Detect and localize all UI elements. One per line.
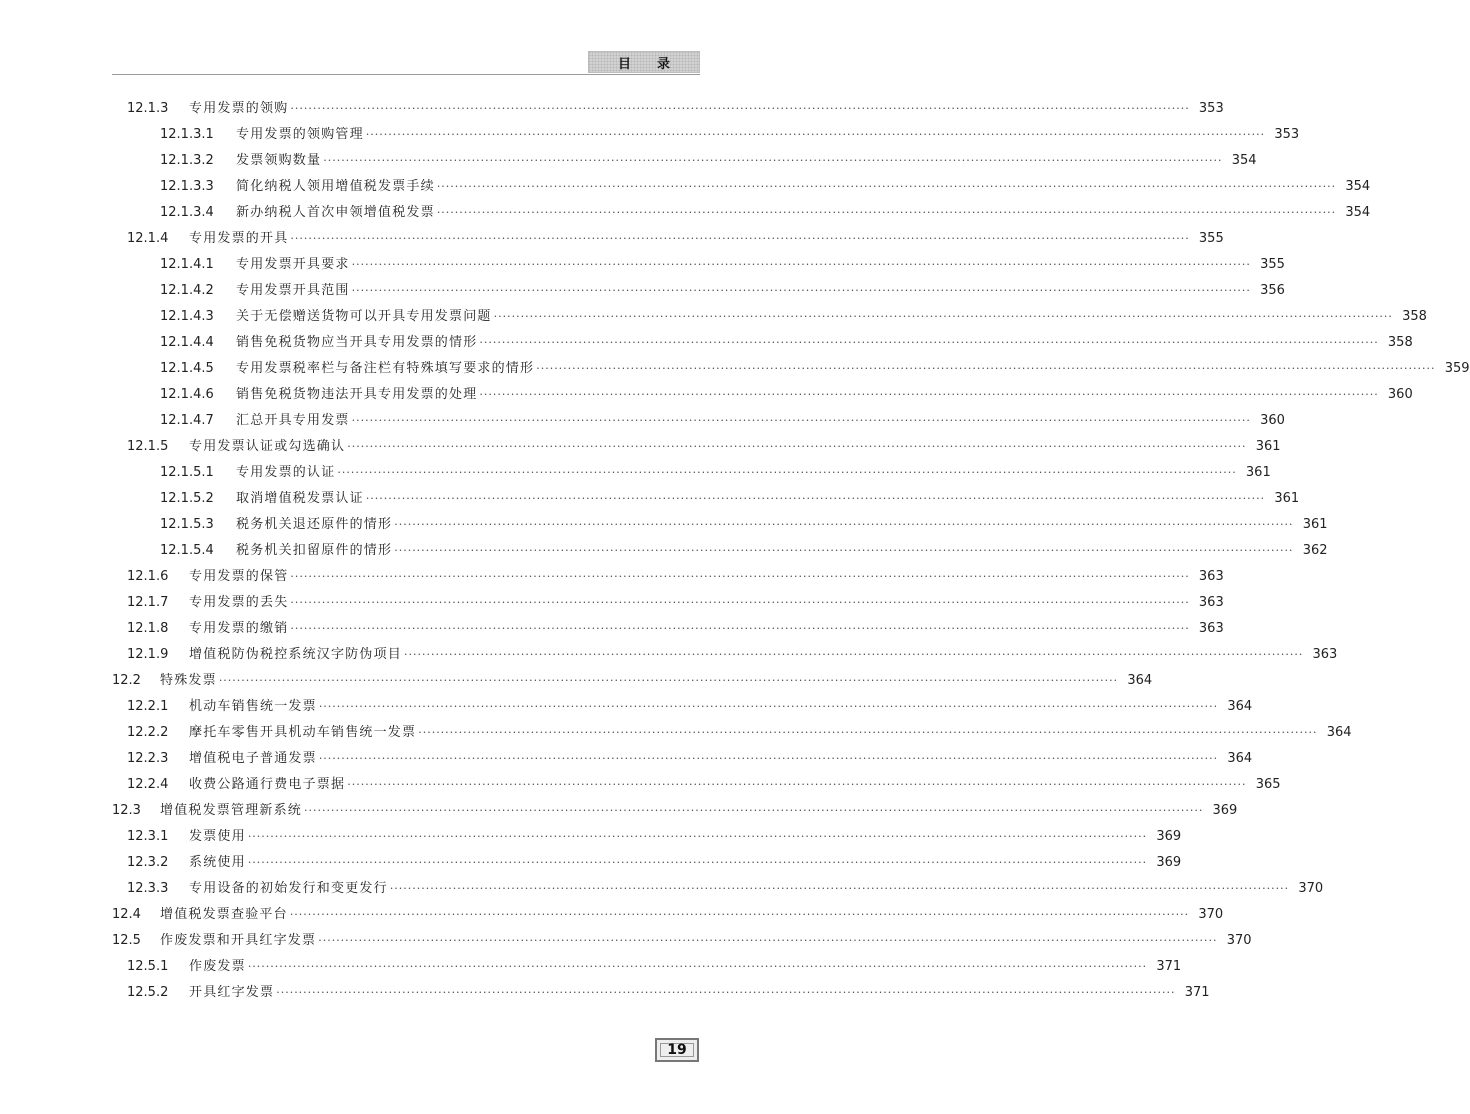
section-header-tab [588, 51, 700, 73]
page-number-badge [655, 1038, 699, 1062]
toc-entry-title: 专用发票税率栏与备注栏有特殊填写要求的情形 [236, 361, 535, 376]
toc-entry-number: 12.1.5 [127, 439, 169, 454]
toc-entry-number: 12.5.1 [127, 959, 169, 974]
toc-entry-title: 摩托车零售开具机动车销售统一发票 [189, 725, 417, 740]
toc-leader-dots: ········································································································································································································ [436, 206, 1337, 219]
toc-leader-dots: ········································································································································································································ [351, 284, 1251, 297]
toc-leader-dots: ········································································································································································································ [318, 934, 1218, 947]
toc-entry-page: 361 [1274, 491, 1300, 506]
toc-entry-title: 专用发票开具要求 [236, 257, 350, 272]
toc-entry-page: 364 [1227, 699, 1253, 714]
toc-leader-dots: ········································································································································································································ [318, 700, 1219, 713]
toc-entry-page: 361 [1302, 517, 1328, 532]
toc-leader-dots: ········································································································································································································ [394, 518, 1294, 531]
toc-entry-title: 专用设备的初始发行和变更发行 [189, 881, 388, 896]
toc-entry-title: 专用发票的缴销 [189, 621, 289, 636]
toc-entry-number: 12.3.3 [127, 881, 169, 896]
toc-entry[interactable] [0, 356, 1470, 382]
toc-entry-page: 359 [1444, 361, 1470, 376]
toc-entry-page: 369 [1156, 855, 1182, 870]
toc-entry-title: 专用发票开具范围 [236, 283, 350, 298]
toc-leader-dots: ········································································································································································································ [365, 128, 1266, 141]
toc-entry-page: 355 [1198, 231, 1224, 246]
toc-entry[interactable] [0, 668, 1153, 694]
toc-leader-dots: ········································································································································································································ [389, 882, 1290, 895]
toc-entry-number: 12.4 [112, 907, 141, 922]
toc-entry-number: 12.5 [112, 933, 141, 948]
toc-entry-page: 361 [1245, 465, 1271, 480]
toc-entry-page: 365 [1255, 777, 1281, 792]
toc-leader-dots: ········································································································································································································ [479, 388, 1379, 401]
toc-entry-title: 增值税电子普通发票 [189, 751, 317, 766]
toc-entry-number: 12.1.4.6 [160, 387, 214, 402]
toc-entry-number: 12.1.5.2 [160, 491, 214, 506]
toc-entry[interactable] [0, 954, 1182, 980]
toc-entry[interactable] [0, 720, 1352, 746]
toc-entry-page: 362 [1302, 543, 1328, 558]
toc-entry[interactable] [0, 980, 1210, 1006]
toc-entry-title: 汇总开具专用发票 [236, 413, 350, 428]
toc-entry-number: 12.3 [112, 803, 141, 818]
toc-entry[interactable] [0, 174, 1371, 200]
toc-entry-page: 354 [1345, 179, 1371, 194]
toc-entry-number: 12.1.6 [127, 569, 169, 584]
table-of-contents [0, 96, 1470, 1006]
toc-entry-title: 销售免税货物违法开具专用发票的处理 [236, 387, 478, 402]
toc-leader-dots: ········································································································································································································ [289, 908, 1190, 921]
toc-leader-dots: ········································································································································································································ [247, 856, 1148, 869]
toc-entry[interactable] [0, 928, 1252, 954]
toc-leader-dots: ········································································································································································································ [536, 362, 1436, 375]
toc-entry-title: 收费公路通行费电子票据 [189, 777, 346, 792]
toc-entry-page: 371 [1156, 959, 1182, 974]
toc-leader-dots: ········································································································································································································ [290, 102, 1190, 115]
toc-entry-page: 363 [1198, 621, 1224, 636]
toc-entry-title: 增值税防伪税控系统汉字防伪项目 [189, 647, 403, 662]
toc-leader-dots: ········································································································································································································ [436, 180, 1337, 193]
toc-entry-number: 12.1.3 [127, 101, 169, 116]
toc-entry-title: 作废发票 [189, 959, 246, 974]
toc-entry-page: 354 [1231, 153, 1257, 168]
toc-entry[interactable] [0, 226, 1224, 252]
toc-entry-page: 353 [1274, 127, 1300, 142]
toc-entry[interactable] [0, 642, 1338, 668]
toc-entry-page: 370 [1226, 933, 1252, 948]
toc-entry[interactable] [0, 590, 1224, 616]
toc-entry[interactable] [0, 746, 1253, 772]
toc-entry-title: 作废发票和开具红字发票 [160, 933, 317, 948]
toc-entry-number: 12.1.4.5 [160, 361, 214, 376]
toc-entry[interactable] [0, 408, 1285, 434]
header-divider [112, 74, 700, 75]
toc-leader-dots: ········································································································································································································ [365, 492, 1266, 505]
toc-entry-number: 12.2.2 [127, 725, 169, 740]
toc-entry[interactable] [0, 850, 1182, 876]
toc-entry-title: 专用发票的保管 [189, 569, 289, 584]
toc-entry-title: 增值税发票查验平台 [160, 907, 288, 922]
toc-leader-dots: ········································································································································································································ [304, 804, 1204, 817]
toc-leader-dots: ········································································································································································································ [290, 622, 1190, 635]
toc-leader-dots: ········································································································································································································ [218, 674, 1119, 687]
toc-entry-page: 360 [1387, 387, 1413, 402]
toc-entry-page: 356 [1260, 283, 1285, 298]
toc-entry[interactable] [0, 616, 1224, 642]
toc-entry[interactable] [0, 798, 1238, 824]
section-title: 目录 [617, 56, 696, 72]
toc-entry-page: 364 [1127, 673, 1153, 688]
toc-entry-number: 12.2.1 [127, 699, 169, 714]
toc-entry-page: 363 [1312, 647, 1338, 662]
page-number: 19 [667, 1042, 687, 1058]
toc-leader-dots: ········································································································································································································ [479, 336, 1379, 349]
toc-entry[interactable] [0, 304, 1427, 330]
toc-leader-dots: ········································································································································································································ [247, 830, 1148, 843]
toc-entry-page: 371 [1184, 985, 1210, 1000]
toc-entry-page: 370 [1198, 907, 1224, 922]
toc-entry-title: 特殊发票 [160, 673, 217, 688]
toc-entry-page: 361 [1255, 439, 1281, 454]
toc-entry-number: 12.1.7 [127, 595, 169, 610]
toc-entry-number: 12.3.2 [127, 855, 169, 870]
toc-entry[interactable] [0, 694, 1253, 720]
toc-entry-number: 12.1.5.3 [160, 517, 214, 532]
toc-entry[interactable] [0, 824, 1182, 850]
toc-leader-dots: ········································································································································································································ [493, 310, 1393, 323]
toc-entry[interactable] [0, 330, 1413, 356]
toc-entry-title: 取消增值税发票认证 [236, 491, 364, 506]
toc-entry-page: 363 [1198, 595, 1224, 610]
toc-entry-title: 发票领购数量 [236, 153, 322, 168]
toc-entry-title: 专用发票的领购 [189, 101, 289, 116]
toc-entry-title: 关于无偿赠送货物可以开具专用发票问题 [236, 309, 492, 324]
toc-entry-title: 专用发票的开具 [189, 231, 289, 246]
toc-leader-dots: ········································································································································································································ [276, 986, 1176, 999]
toc-entry-title: 专用发票的丢失 [189, 595, 289, 610]
toc-leader-dots: ········································································································································································································ [394, 544, 1294, 557]
toc-entry[interactable] [0, 252, 1285, 278]
toc-entry-page: 358 [1387, 335, 1413, 350]
toc-leader-dots: ········································································································································································································ [323, 154, 1223, 167]
toc-entry[interactable] [0, 278, 1285, 304]
toc-entry-page: 369 [1212, 803, 1238, 818]
toc-entry-number: 12.1.5.4 [160, 543, 214, 558]
toc-entry-number: 12.1.8 [127, 621, 169, 636]
toc-entry-number: 12.1.9 [127, 647, 169, 662]
toc-entry-number: 12.1.3.4 [160, 205, 214, 220]
toc-entry-title: 增值税发票管理新系统 [160, 803, 303, 818]
toc-leader-dots: ········································································································································································································ [347, 440, 1247, 453]
toc-leader-dots: ········································································································································································································ [290, 570, 1190, 583]
toc-leader-dots: ········································································································································································································ [351, 258, 1251, 271]
toc-entry-title: 税务机关扣留原件的情形 [236, 543, 393, 558]
toc-entry-page: 355 [1260, 257, 1285, 272]
toc-entry-number: 12.1.4.4 [160, 335, 214, 350]
toc-entry-page: 363 [1198, 569, 1224, 584]
toc-leader-dots: ········································································································································································································ [418, 726, 1318, 739]
toc-entry[interactable] [0, 434, 1281, 460]
toc-entry-page: 364 [1227, 751, 1253, 766]
toc-entry-number: 12.2 [112, 673, 141, 688]
toc-entry[interactable] [0, 876, 1324, 902]
toc-entry[interactable] [0, 148, 1257, 174]
toc-leader-dots: ········································································································································································································ [318, 752, 1219, 765]
toc-entry[interactable] [0, 122, 1300, 148]
toc-entry[interactable] [0, 538, 1328, 564]
toc-entry-page: 358 [1402, 309, 1427, 324]
toc-entry-number: 12.1.5.1 [160, 465, 214, 480]
toc-entry-title: 专用发票认证或勾选确认 [189, 439, 346, 454]
toc-entry-number: 12.2.3 [127, 751, 169, 766]
toc-entry-title: 销售免税货物应当开具专用发票的情形 [236, 335, 478, 350]
toc-entry-title: 简化纳税人领用增值税发票手续 [236, 179, 435, 194]
toc-entry[interactable] [0, 512, 1328, 538]
toc-leader-dots: ········································································································································································································ [290, 596, 1190, 609]
toc-entry-number: 12.1.3.2 [160, 153, 214, 168]
toc-entry-page: 364 [1326, 725, 1352, 740]
toc-entry[interactable] [0, 486, 1300, 512]
toc-entry-number: 12.1.4.1 [160, 257, 214, 272]
toc-entry-number: 12.5.2 [127, 985, 169, 1000]
toc-entry-title: 机动车销售统一发票 [189, 699, 317, 714]
toc-entry-number: 12.1.4.3 [160, 309, 214, 324]
toc-leader-dots: ········································································································································································································ [351, 414, 1251, 427]
toc-entry-title: 系统使用 [189, 855, 246, 870]
toc-leader-dots: ········································································································································································································ [337, 466, 1237, 479]
toc-entry-number: 12.1.4.7 [160, 413, 214, 428]
toc-entry[interactable] [0, 382, 1413, 408]
toc-entry-title: 税务机关退还原件的情形 [236, 517, 393, 532]
toc-entry-number: 12.3.1 [127, 829, 169, 844]
toc-entry-number: 12.1.3.3 [160, 179, 214, 194]
toc-entry[interactable] [0, 772, 1281, 798]
toc-entry-title: 专用发票的认证 [236, 465, 336, 480]
toc-entry-title: 专用发票的领购管理 [236, 127, 364, 142]
toc-entry-page: 354 [1345, 205, 1371, 220]
toc-entry-number: 12.1.4 [127, 231, 169, 246]
toc-leader-dots: ········································································································································································································ [347, 778, 1247, 791]
toc-entry-number: 12.1.3.1 [160, 127, 214, 142]
toc-entry-title: 新办纳税人首次申领增值税发票 [236, 205, 435, 220]
toc-entry-page: 369 [1156, 829, 1182, 844]
toc-leader-dots: ········································································································································································································ [290, 232, 1190, 245]
toc-entry-title: 发票使用 [189, 829, 246, 844]
toc-entry[interactable] [0, 96, 1224, 122]
toc-entry-page: 370 [1298, 881, 1324, 896]
toc-entry-number: 12.1.4.2 [160, 283, 214, 298]
toc-entry[interactable] [0, 460, 1271, 486]
toc-entry-number: 12.2.4 [127, 777, 169, 792]
toc-leader-dots: ········································································································································································································ [404, 648, 1304, 661]
toc-entry[interactable] [0, 564, 1224, 590]
toc-entry-page: 353 [1198, 101, 1224, 116]
toc-entry[interactable] [0, 902, 1224, 928]
toc-entry[interactable] [0, 200, 1371, 226]
toc-leader-dots: ········································································································································································································ [247, 960, 1148, 973]
toc-entry-page: 360 [1260, 413, 1285, 428]
toc-entry-title: 开具红字发票 [189, 985, 275, 1000]
